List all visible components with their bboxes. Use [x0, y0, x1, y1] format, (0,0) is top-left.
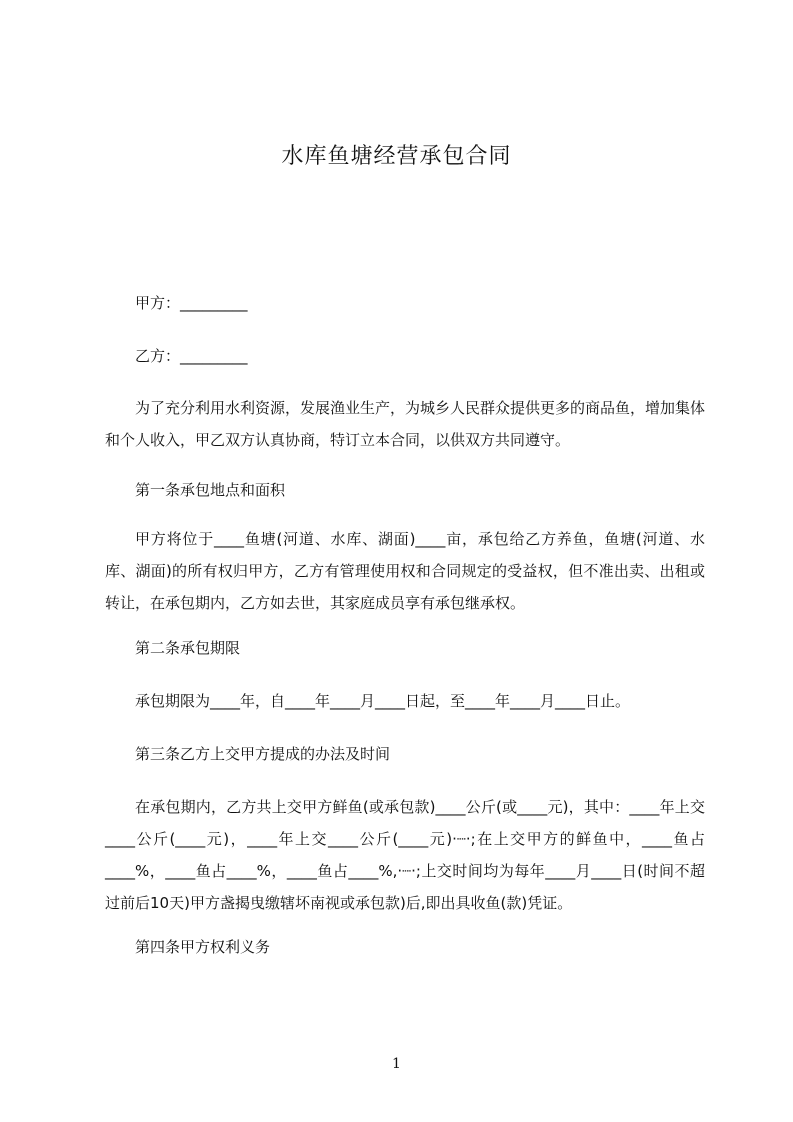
intro-paragraph: 为了充分利用水利资源，发展渔业生产，为城乡人民群众提供更多的商品鱼，增加集体和个人收入，甲乙双方认真协商，特订立本合同，以供双方共同遵守。 — [105, 399, 706, 449]
article-3-heading: 第三条乙方上交甲方提成的办法及时间 — [135, 745, 391, 763]
page-number: 1 — [392, 1056, 401, 1072]
article-3-body: 在承包期内，乙方共上交甲方鲜鱼(或承包款)____公斤(或____元)，其中：____年上交____公斤(____元)，____年上交____公斤(____元)·┈·;在上交甲方的鲜鱼中，____鱼占____%，____鱼占____%，____鱼占____%,·┈·;上交时间均为每年____月____日(时间不超过前后10天)甲方盏揭曳缴辖坏南视或承包款)后,即出具收鱼(款)凭证。 — [105, 798, 705, 912]
article-1-body: 甲方将位于____鱼塘(河道、水库、湖面)____亩，承包给乙方养鱼，鱼塘(河道、水库、湖面)的所有权归甲方，乙方有管理使用权和合同规定的受益权，但不准出卖、出租或转让，在承包期内，乙方如去世，其家庭成员享有承包继承权。 — [105, 530, 705, 612]
article-2-body: 承包期限为____年，自____年____月____日起，至____年____月____日止。 — [135, 692, 631, 710]
document-title: 水库鱼塘经营承包合同 — [281, 144, 512, 169]
article-1-heading: 第一条承包地点和面积 — [135, 481, 286, 499]
party-a-line: 甲方：_________ — [135, 294, 248, 312]
article-4-heading: 第四条甲方权利义务 — [135, 938, 271, 956]
party-b-line: 乙方：_________ — [135, 347, 248, 365]
article-2-heading: 第二条承包期限 — [135, 639, 241, 657]
